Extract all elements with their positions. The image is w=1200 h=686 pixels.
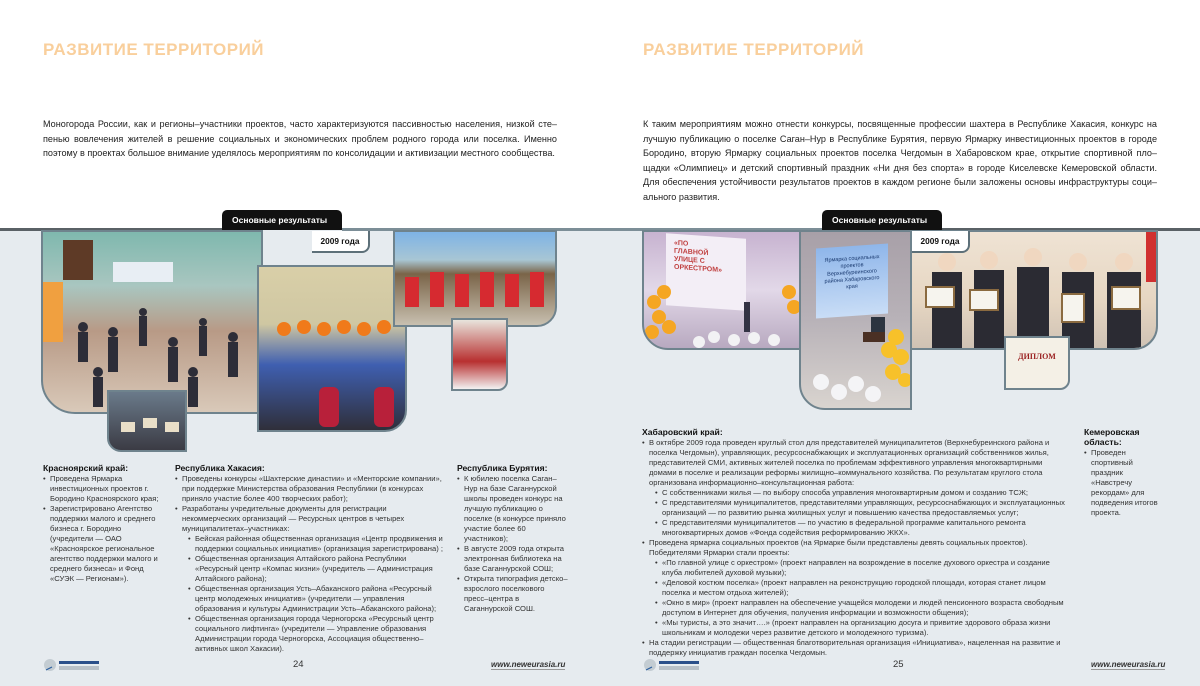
winners-illustration — [109, 392, 187, 452]
sub-item: • «Деловой костюм поселка» (проект направлен на реконструкцию городской площади, которая станет лицом поселка и местом отдыха жителей); — [655, 578, 1067, 598]
speaker-illustration — [801, 232, 912, 410]
page-number: 25 — [893, 659, 904, 670]
photo-diploma — [1004, 336, 1070, 390]
result-item — [642, 438, 1067, 538]
neweurasia-logo — [43, 657, 101, 673]
result-item-text: Проведена ярмарка социальных проектов (на Ярмарке были представлены девять социальных проектов). Победителями Ярмарки стали проекты: — [649, 538, 1028, 557]
region-heading: Республика Хакасия: — [175, 463, 265, 473]
result-item-text: В октябре 2009 года проведен круглый стол для представителей муниципалитетов (Верхнебуреинского района и поселка Чегдомын), управляющих, ресурсоснабжающих и эксплуатационных организаций собственников жилья, представителей СМИ, активных жителей поселка по проблемам эффективного управления многоквартирными домами в поселке и реализации реформы жилищно–коммунального хозяйства. По результатам круглого стола организована информационно–консультационная работа: — [649, 438, 1050, 487]
crowd-illustration — [43, 232, 263, 414]
page-title: РАЗВИТИЕ ТЕРРИТОРИЙ — [43, 40, 265, 59]
result-item: • Зарегистрировано Агентство поддержки малого и среднего бизнеса г. Бородино (учредители — ОАО «Красноярское региональное агентство поддержки малого и среднего бизнеса» и Фонд «СУЭК — Регионам»). — [43, 504, 163, 584]
right-page — [600, 0, 1200, 686]
results-tab: Основные результаты — [822, 210, 942, 230]
intro-paragraph: Моногорода России, как и регионы–участники проектов, часто характеризуются пассивностью населения, низкой сте–пенью вовлечения жителей в решение социальных и экономических проблем родного города или поселка. Именно поэтому в проектах большое внимание уделялось мероприятиям по консолидации и активизации местного сообщества. — [43, 119, 557, 158]
page-number: 24 — [293, 659, 304, 670]
result-item: • К юбилею поселка Саган–Нур на базе Саганнурской школы проведен конкурс на лучшую публикацию о поселке (в конкурсе приняло участие более 60 участников); — [457, 474, 569, 544]
results-tab: Основные результаты — [222, 210, 342, 230]
result-item: • Проведена Ярмарка инвестиционных проектов г. Бородино Красноярского края; — [43, 474, 163, 504]
region-heading: Республика Бурятия: — [457, 463, 548, 473]
region-krasnoyarsk — [43, 463, 163, 584]
region-heading: Красноярский край: — [43, 463, 129, 473]
sub-item: • «По главной улице с оркестром» (проект направлен на возрождение в поселке духового оркестра и создание клуба любителей духовой музыки); — [655, 558, 1067, 578]
neweurasia-logo — [643, 657, 701, 673]
region-khakassia — [175, 463, 443, 654]
sub-item: • Общественная организация Алтайского района Республики «Ресурсный центр «Компас жизни» (учредитель — Администрация Алтайского района); — [188, 554, 443, 584]
photo-award-winners — [107, 390, 187, 452]
photo-miners-contest — [257, 265, 407, 432]
photo-investment-fair — [41, 230, 263, 414]
slide-title: «ПО ГЛАВНОЙ УЛИЦЕ С ОРКЕСТРОМ» — [674, 239, 722, 275]
year-label: 2009 года — [912, 231, 970, 253]
photo-social-projects-fair — [799, 230, 912, 410]
result-item: • Открыта типография детско–взрослого поселкового пресс–центра в Саганнурской СОШ. — [457, 574, 569, 614]
photo-buryatia-youth — [393, 230, 557, 327]
hardhats-illustration — [259, 267, 407, 432]
sub-item: • С собственниками жилья — по выбору способа управления многоквартирным домом и созданию ТСЖ; — [655, 488, 1067, 498]
sub-item: • С представителями муниципалитетов, представителями управляющих, ресурсоснабжающих и эксплуатационных организаций — по развитию рынка жилищных услуг и повышению качества предоставляемых услуг; — [655, 498, 1067, 518]
region-heading: Хабаровский край: — [642, 427, 723, 437]
region-heading: Кемеровская область: — [1084, 427, 1140, 447]
result-item — [642, 538, 1067, 638]
page-title: РАЗВИТИЕ ТЕРРИТОРИЙ — [643, 40, 865, 59]
sub-item: • «Мы туристы, а это значит….» (проект направлен на организацию досуга и привитие здорового образа жизни школьникам и молодежи через развитие детского и молодежного туризма). — [655, 618, 1067, 638]
sub-item: • Общественная организация города Черногорска «Ресурсный центр социального лифтинга» (учредители — Управление образования Администрации города Черногорска, Ассоциация общественно–активных школ Хакасии). — [188, 614, 443, 654]
website-link[interactable]: www.neweurasia.ru — [1091, 660, 1166, 669]
intro-paragraph: К таким мероприятиям можно отнести конкурсы, посвященные профессии шахтера в Республике Хакасия, конкурс на лучшую публикацию о поселке Саган–Нур в Республике Бурятия, первую Ярмарку инвестиционных проектов в городе Бородино, вторую Ярмарку социальных проектов поселка Чегдомын в Хабаровском крае, открытие спортивной пло–щадки «Олимпиец» и детский спортивный праздник «Ни дня без спорта» в городе Киселевске Кемеровской области. Для обеспечения устойчивости результатов проектов в каждом регионе были заложены основы инфраструктуры соци–ального развития. — [643, 119, 1157, 202]
website-link[interactable]: www.neweurasia.ru — [491, 660, 566, 669]
balloons-illustration — [644, 232, 804, 350]
result-item: • В августе 2009 года открыта электронная библиотека на базе Саганнурской СОШ; — [457, 544, 569, 574]
result-item-text: Разработаны учредительные документы для регистрации некоммерческих организаций — Ресурсных центров в четырех муниципалитетах–участниках: — [182, 504, 405, 533]
sub-item: • «Окно в мир» (проект направлен на обеспечение учащейся молодежи и людей пенсионного возраста свободным доступом в Интернет для обучения, получения информации и возможности общения); — [655, 598, 1067, 618]
sub-item: • С представителями муниципалитетов — по участию в федеральной программе капитального ремонта многоквартирных домов «Фонда содействия реформированию ЖКХ». — [655, 518, 1067, 538]
result-item: • Проведены конкурсы «Шахтерские династии» и «Менторские компании», при поддержке Министерства образования Республики (в конкурсах приняло участие более 400 творческих работ); — [175, 474, 443, 504]
result-item: • Проведен спортивный праздник «Навстречу рекордам» для подведения итогов проекта. — [1084, 448, 1162, 518]
result-item: • На стадии регистрации — общественная благотворительная организация «Инициатива», нацеленная на развитие и поддержку инициатив граждан поселка Чегдомын. — [642, 638, 1067, 658]
sub-item: • Бейская районная общественная организация «Центр продвижения и поддержки социальных инициатив» (организация зарегистрирована) ; — [188, 534, 443, 554]
red-shirts-illustration — [395, 232, 557, 327]
region-kemerovo — [1084, 427, 1162, 518]
diploma-title: ДИПЛОМ — [1018, 352, 1056, 361]
photo-orchestra-slide — [642, 230, 804, 350]
sub-item: • Общественная организация Усть–Абаканского района «Ресурсный центр молодежных инициатив» (учредители — управления образования и культуры Администрации Усть–Абаканского района); — [188, 584, 443, 614]
photo-girl-reading — [451, 318, 508, 391]
region-khabarovsk — [642, 427, 1067, 658]
slide-title: Ярмарка социальных проектов Верхнебуреинского района Хабаровского края — [824, 254, 880, 291]
result-item — [175, 504, 443, 654]
region-buryatia — [457, 463, 569, 614]
year-label: 2009 года — [312, 231, 370, 253]
